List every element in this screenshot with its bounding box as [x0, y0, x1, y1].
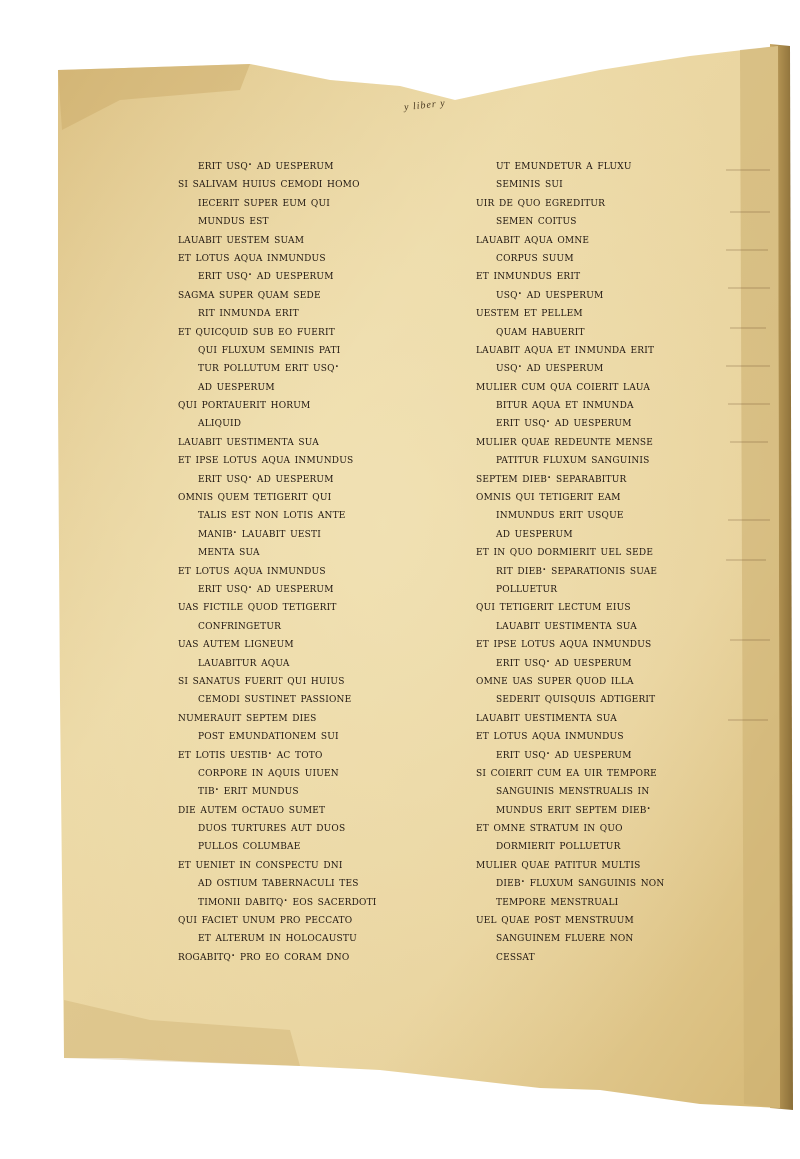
manuscript-line: iecerit super eum qui	[198, 193, 331, 210]
manuscript-line: semen coitus	[496, 212, 577, 229]
manuscript-line: seminis sui	[496, 175, 563, 192]
manuscript-line: et ipse lotus aqua inmundus	[476, 635, 652, 652]
manuscript-line: qui tetigerit lectum eius	[476, 598, 631, 615]
manuscript-line: ad uesperum	[496, 524, 573, 541]
manuscript-line: cemodi sustinet passione	[198, 690, 352, 707]
manuscript-line: et in quo dormierit uel sede	[476, 543, 654, 560]
manuscript-line: mulier quae patitur multis	[476, 855, 641, 872]
text-column-left	[178, 156, 377, 965]
manuscript-line: corpore in aquis uiuen	[198, 763, 339, 780]
manuscript-line: et omne stratum in quo	[476, 819, 623, 836]
manuscript-line: et ueniet in conspectu dni	[178, 855, 343, 872]
manuscript-line: tur pollutum erit usq·	[198, 359, 340, 376]
manuscript-line: uel quae post menstruum	[476, 911, 634, 928]
manuscript-line: qui portauerit horum	[178, 396, 311, 413]
manuscript-line: lauabit aqua omne	[476, 230, 590, 247]
manuscript-line: inmundus erit usque	[496, 506, 624, 523]
manuscript-line: usq· ad uesperum	[496, 359, 604, 376]
manuscript-line: dieb· fluxum sanguinis non	[496, 874, 665, 891]
manuscript-line: erit usq· ad uesperum	[198, 157, 334, 173]
manuscript-line: et ipse lotus aqua inmundus	[178, 451, 354, 468]
manuscript-line: duos turtures aut duos	[198, 819, 346, 836]
manuscript-line: confringetur	[198, 616, 282, 633]
manuscript-line: uas fictile quod tetigerit	[178, 598, 337, 615]
manuscript-line: ad uesperum	[198, 377, 275, 394]
manuscript-line: qui fluxum seminis pati	[198, 340, 341, 357]
manuscript-line: erit usq· ad uesperum	[496, 653, 632, 670]
manuscript-line: mulier quae redeunte mense	[476, 432, 654, 449]
manuscript-line: erit usq· ad uesperum	[496, 745, 632, 762]
manuscript-line: lauabit uestimenta sua	[476, 708, 617, 725]
manuscript-line: dormierit polluetur	[496, 837, 621, 854]
manuscript-line: cessat	[496, 947, 535, 964]
manuscript-line: erit usq· ad uesperum	[198, 579, 334, 596]
text-column-right	[476, 156, 664, 965]
manuscript-line: omne uas super quod illa	[476, 671, 634, 688]
manuscript-line: ut emundetur a fluxu	[496, 157, 632, 173]
manuscript-line: lauabit uestimenta sua	[178, 432, 319, 449]
manuscript-line: et lotus aqua inmundus	[178, 248, 326, 265]
manuscript-line: bitur aqua et inmunda	[496, 396, 634, 413]
manuscript-line: timonii dabitq· eos sacerdoti	[198, 892, 377, 909]
manuscript-line: si coierit cum ea uir tempore	[476, 763, 657, 780]
manuscript-line: qui faciet unum pro peccato	[178, 911, 353, 928]
manuscript-line: tib· erit mundus	[198, 782, 299, 799]
manuscript-line: et inmundus erit	[476, 267, 581, 284]
manuscript-line: patitur fluxum sanguinis	[496, 451, 650, 468]
manuscript-line: erit usq· ad uesperum	[496, 414, 632, 431]
manuscript-line: corpus suum	[496, 248, 574, 265]
manuscript-line: uas autem ligneum	[178, 635, 294, 652]
manuscript-line: menta sua	[198, 543, 260, 560]
manuscript-line: die autem octauo sumet	[178, 800, 326, 817]
manuscript-line: sanguinem fluere non	[496, 929, 634, 946]
manuscript-line: polluetur	[496, 579, 558, 596]
manuscript-line: et lotis uestib· ac toto	[178, 745, 323, 762]
manuscript-line: septem dieb· separabitur	[476, 469, 627, 486]
manuscript-line: rit dieb· separationis suae	[496, 561, 658, 578]
manuscript-line: aliquid	[198, 414, 242, 431]
manuscript-line: lauabit uestimenta sua	[496, 616, 637, 633]
manuscript-line: sanguinis menstrualis in	[496, 782, 650, 799]
manuscript-line: numerauit septem dies	[178, 708, 317, 725]
manuscript-line: omnis quem tetigerit qui	[178, 488, 332, 505]
manuscript-line: mulier cum qua coierit laua	[476, 377, 651, 394]
manuscript-line: et lotus aqua inmundus	[178, 561, 326, 578]
manuscript-line: ad ostium tabernaculi tes	[198, 874, 359, 891]
manuscript-line: lauabit uestem suam	[178, 230, 305, 247]
manuscript-line: et alterum in holocaustu	[198, 929, 357, 946]
manuscript-line: sederit quisquis adtigerit	[496, 690, 656, 707]
manuscript-line: mundus erit septem dieb·	[496, 800, 652, 817]
manuscript-line: et quicquid sub eo fuerit	[178, 322, 335, 339]
manuscript-line: erit usq· ad uesperum	[198, 469, 334, 486]
manuscript-line: manib· lauabit uesti	[198, 524, 321, 541]
manuscript-line: omnis qui tetigerit eam	[476, 488, 621, 505]
manuscript-line: tempore menstruali	[496, 892, 619, 909]
manuscript-line: si sanatus fuerit qui huius	[178, 671, 345, 688]
manuscript-line: lauabitur aqua	[198, 653, 290, 670]
manuscript-line: erit usq· ad uesperum	[198, 267, 334, 284]
manuscript-line: usq· ad uesperum	[496, 285, 604, 302]
manuscript-line: sagma super quam sede	[178, 285, 321, 302]
manuscript-line: rogabitq· pro eo coram dno	[178, 947, 350, 964]
manuscript-line: pullos columbae	[198, 837, 301, 854]
manuscript-line: post emundationem sui	[198, 727, 339, 744]
manuscript-line: lauabit aqua et inmunda erit	[476, 340, 655, 357]
manuscript-line: talis est non lotis ante	[198, 506, 346, 523]
running-header: y liber y	[403, 97, 447, 114]
manuscript-line: rit inmunda erit	[198, 304, 299, 321]
manuscript-line: mundus est	[198, 212, 269, 229]
manuscript-line: si salivam huius cemodi homo	[178, 175, 360, 192]
manuscript-line: et lotus aqua inmundus	[476, 727, 624, 744]
manuscript-line: quam habuerit	[496, 322, 585, 339]
manuscript-line: uestem et pellem	[476, 304, 583, 321]
manuscript-line: uir de quo egreditur	[476, 193, 606, 210]
